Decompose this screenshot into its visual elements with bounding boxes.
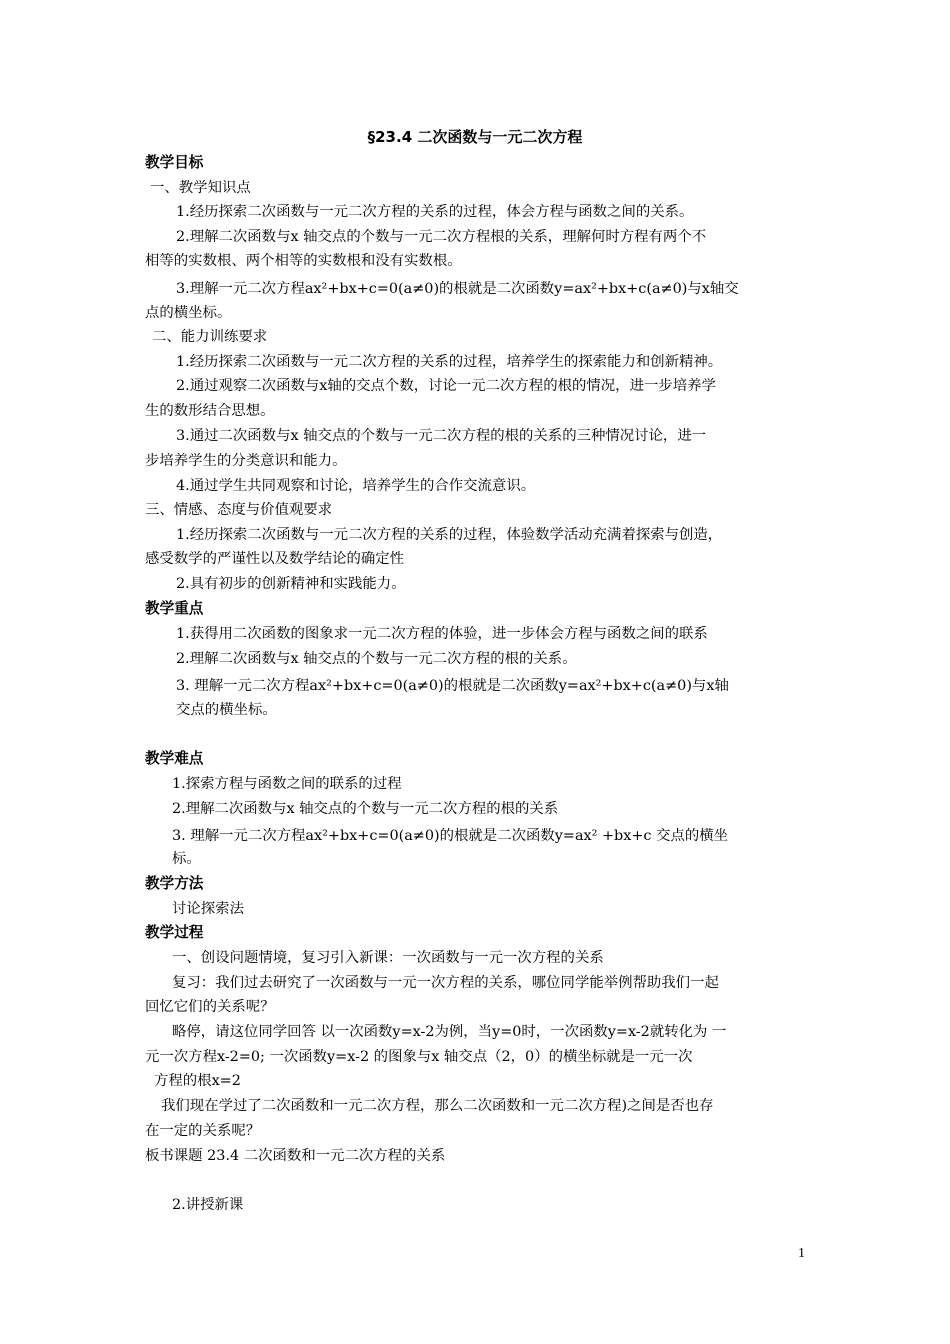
section-heading-key-points: 教学重点 <box>145 600 204 617</box>
paragraph-line: 3. 理解一元二次方程ax²+bx+c=0(a≠0)的根就是二次函数y=ax² +bx+c 交点的横坐 <box>172 828 729 844</box>
paragraph-line: 生的数形结合思想。 <box>145 403 275 419</box>
document-title: §23.4 二次函数与一元二次方程 <box>367 128 583 146</box>
paragraph-line: 2.理解二次函数与x 轴交点的个数与一元二次方程的根的关系 <box>172 801 559 817</box>
paragraph-line: 讨论探索法 <box>172 901 244 917</box>
paragraph-line: 我们现在学过了二次函数和一元二次方程，那么二次函数和一元二次方程)之间是否也存 <box>161 1098 714 1114</box>
paragraph-line: 略停，请这位同学回答 以一次函数y=x-2为例，当y=0时，一次函数y=x-2就转化为 一 <box>172 1024 727 1040</box>
paragraph-line: 3.理解一元二次方程ax²+bx+c=0(a≠0)的根就是二次函数y=ax²+bx+c(a≠0)与x轴交 <box>176 281 739 297</box>
paragraph-line: 4.通过学生共同观察和讨论，培养学生的合作交流意识。 <box>176 478 536 494</box>
paragraph-line: 2.讲授新课 <box>172 1197 244 1213</box>
paragraph-line: 3.通过二次函数与x 轴交点的个数与一元二次方程的根的关系的三种情况讨论，进一 <box>176 428 707 444</box>
paragraph-line: 2.理解二次函数与x 轴交点的个数与一元二次方程的根的关系。 <box>176 651 577 667</box>
paragraph-line: 回忆它们的关系呢？ <box>145 999 275 1015</box>
paragraph-line: 点的横坐标。 <box>145 305 232 321</box>
paragraph-line: 一、创设问题情境，复习引入新课：一次函数与一元一次方程的关系 <box>172 950 604 966</box>
subheading-knowledge: 一、教学知识点 <box>150 180 251 196</box>
paragraph-line: 板书课题 23.4 二次函数和一元二次方程的关系 <box>145 1148 446 1164</box>
paragraph-line: 1.经历探索二次函数与一元二次方程的关系的过程，体验数学活动充满着探索与创造， <box>176 527 723 543</box>
paragraph-line: 元一次方程x-2=0; 一次函数y=x-2 的图象与x 轴交点（2，0）的横坐标就是一元一次 <box>145 1049 693 1065</box>
paragraph-line: 标。 <box>172 851 201 867</box>
paragraph-line: 感受数学的严谨性以及数学结论的确定性 <box>145 551 405 567</box>
paragraph-line: 1.经历探索二次函数与一元二次方程的关系的过程，体会方程与函数之间的关系。 <box>176 204 694 220</box>
paragraph-line: 3. 理解一元二次方程ax²+bx+c=0(a≠0)的根就是二次函数y=ax²+bx+c(a≠0)与x轴 <box>176 678 729 694</box>
subheading-attitude: 三、情感、态度与价值观要求 <box>145 502 333 518</box>
paragraph-line: 1.探索方程与函数之间的联系的过程 <box>172 776 402 792</box>
paragraph-line: 步培养学生的分类意识和能力。 <box>145 453 347 469</box>
subheading-ability: 二、能力训练要求 <box>152 329 268 345</box>
paragraph-line: 2.理解二次函数与x 轴交点的个数与一元二次方程根的关系，理解何时方程有两个不 <box>176 229 707 245</box>
paragraph-line: 1.经历探索二次函数与一元二次方程的关系的过程，培养学生的探索能力和创新精神。 <box>176 354 723 370</box>
paragraph-line: 方程的根x=2 <box>154 1073 241 1089</box>
page-number: 1 <box>798 1246 805 1261</box>
section-heading-method: 教学方法 <box>145 875 204 892</box>
section-heading-process: 教学过程 <box>145 924 204 941</box>
paragraph-line: 复习：我们过去研究了一次函数与一元一次方程的关系，哪位同学能举例帮助我们一起 <box>172 975 719 991</box>
paragraph-line: 在一定的关系呢？ <box>145 1123 261 1139</box>
paragraph-line: 相等的实数根、两个相等的实数根和没有实数根。 <box>145 253 462 269</box>
paragraph-line: 1.获得用二次函数的图象求一元二次方程的体验，进一步体会方程与函数之间的联系 <box>176 626 708 642</box>
paragraph-line: 交点的横坐标。 <box>176 702 277 718</box>
paragraph-line: 2.通过观察二次函数与x轴的交点个数，讨论一元二次方程的根的情况，进一步培养学 <box>176 378 716 394</box>
section-heading-difficulties: 教学难点 <box>145 750 204 767</box>
paragraph-line: 2.具有初步的创新精神和实践能力。 <box>176 576 406 592</box>
section-heading-goals: 教学目标 <box>145 154 204 171</box>
